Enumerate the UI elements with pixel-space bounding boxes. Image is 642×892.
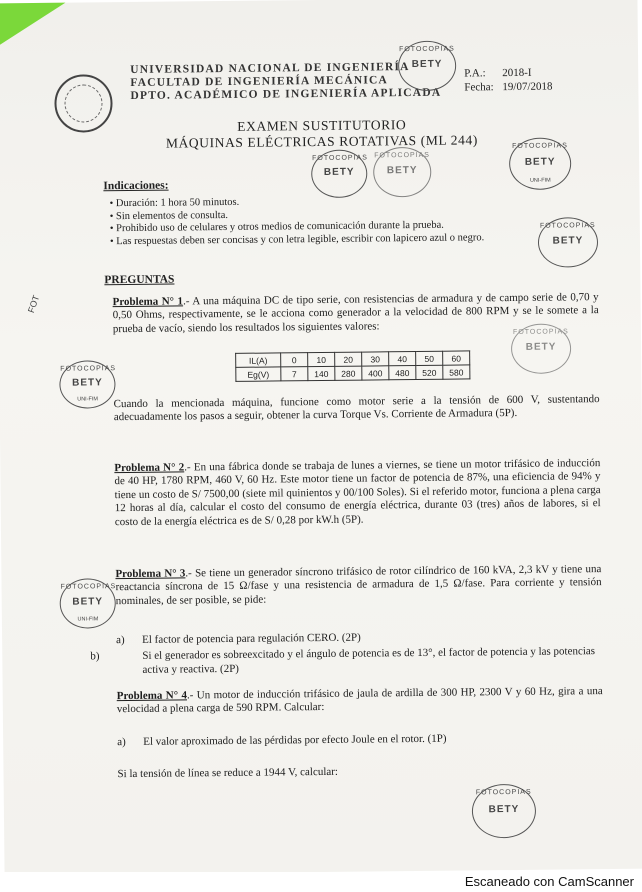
stamp-3: FOTOCOPIAS BETY UNI-FIM: [509, 137, 572, 190]
problem-4-item-a: a) El valor aproximado de las pérdidas por efecto Joule en el rotor. (1P): [117, 732, 447, 749]
stamp-6: FOTOCOPIAS BETY: [511, 323, 572, 374]
instructions-list: [109, 194, 484, 248]
date-value: 19/07/2018: [502, 80, 553, 94]
institution-header: [130, 61, 441, 103]
green-corner-mark: [0, 3, 66, 48]
problem-4-label: Problema N° 4: [116, 689, 188, 703]
stamp-2: FOTOCOPIAS BETY: [373, 147, 432, 198]
list-item: • Sin elementos de consulta.: [110, 207, 484, 223]
problem-3-text: Problema N° 3.- Se tiene un generador síncrono trifásico de rotor cilíndrico de 160 kVA, 2,3 kV y tiene una reactancia síncrona de 15 Ω/fase y una resistencia de armadura de 1,5 Ω/fase. Para corriente y tensión nominales, de ser posible, se pide:: [115, 563, 602, 607]
list-item: • Duración: 1 hora 50 minutos.: [109, 194, 483, 210]
instructions-heading: Indicaciones:: [103, 179, 169, 193]
stamp-7: FOTOCOPIAS BETY UNI-FIM: [59, 578, 116, 629]
pa-value: 2018-I: [502, 66, 532, 80]
date-label: Fecha:: [464, 81, 494, 94]
problem-4-tail: Si la tensión de línea se reduce a 1944 V, calcular:: [117, 765, 339, 781]
problem-1-text: Problema N° 1.- A una máquina DC de tipo serie, con resistencias de armadura y de campo serie de 0,70 y 0,50 Ohms, respectivamente, se le acciona como generador a la velocidad de 800 RPM y se le somete a la prueba de vacío, siendo los resultados los siguientes valores:: [112, 291, 599, 335]
table-row: IL(A) 0 10 20 30 40 50 60: [236, 351, 470, 367]
stamp-4: FOTOCOPIAS BETY: [538, 217, 599, 268]
stamp-header: FOTOCOPIAS BETY: [398, 41, 457, 92]
problem-1-continuation: Cuando la mencionada máquina, funcione como motor serie a la tensión de 600 V, sustentando adecuadamente los pasos a seguir, obtener la curva Torque Vs. Corriente de Armadura (5P).: [113, 393, 600, 424]
problem-2-label: Problema N° 2: [114, 461, 185, 475]
department-name: DPTO. ACADÉMICO DE INGENIERÍA APLICADA: [130, 86, 442, 102]
list-item: • Las respuestas deben ser concisas y con letra legible, escribir con lapicero azul o negro.: [110, 232, 484, 248]
problem-3-item-b: b) Si el generador es sobreexcitado y el ángulo de potencia es de 13°, el factor de potencia y las potencias activa y reactiva. (2P): [90, 645, 596, 676]
list-item: • Prohibido uso de celulares y otros medios de comunicación durante la prueba.: [110, 219, 484, 235]
faculty-name: FACULTAD DE INGENIERÍA MECÁNICA: [130, 74, 389, 89]
vacuum-test-table: [235, 350, 470, 381]
problem-1-label: Problema N° 1: [112, 295, 184, 309]
exam-meta: [464, 66, 552, 95]
margin-note: FOT: [25, 293, 42, 315]
scanner-footer: [0, 872, 642, 892]
pa-label: P.A.:: [464, 67, 486, 80]
scanner-watermark: Escaneado con CamScanner: [464, 874, 634, 889]
problem-4-text: Problema N° 4.- Un motor de inducción trifásico de jaula de ardilla de 300 HP, 2300 V y 60 Hz, gira a una velocidad a plena carga de 590 RPM. Calcular:: [116, 685, 603, 716]
university-seal: [54, 74, 113, 133]
questions-heading: PREGUNTAS: [104, 273, 175, 287]
table-row: Eg(V) 7 140 280 400 480 520 580: [236, 365, 470, 381]
stamp-5: FOTOCOPIAS BETY UNI-FIM: [59, 360, 115, 409]
stamp-8: FOTOCOPIAS BETY: [472, 784, 537, 839]
university-name: UNIVERSIDAD NACIONAL DE INGENIERÍA: [130, 61, 410, 76]
problem-3-label: Problema N° 3: [115, 567, 186, 581]
exam-title: EXAMEN SUSTITUTORIO: [237, 117, 407, 134]
problem-2-text: Problema N° 2.- En una fábrica donde se trabaja de lunes a viernes, se tiene un motor trifásico de inducción de 40 HP, 1780 RPM, 460 V, 60 Hz. Este motor tiene un factor de potencia de 87%, una eficiencia de 94% y tiene un costo de S/ 7500,00 (siete mil quinientos y 00/100 Soles). Si el referido motor, funciona a plena carga 12 horas al día, calcular el costo del consumo de energía eléctrica, durante 03 (tres) años de labores, si el costo de la energía eléctrica es de S/ 0,28 por kW.h (5P).: [114, 457, 601, 528]
problem-3-item-a: a) El factor de potencia para regulación CERO. (2P): [116, 631, 361, 647]
course-title: MÁQUINAS ELÉCTRICAS ROTATIVAS (ML 244): [165, 132, 478, 151]
stamp-1: FOTOCOPIAS BETY: [311, 150, 367, 199]
